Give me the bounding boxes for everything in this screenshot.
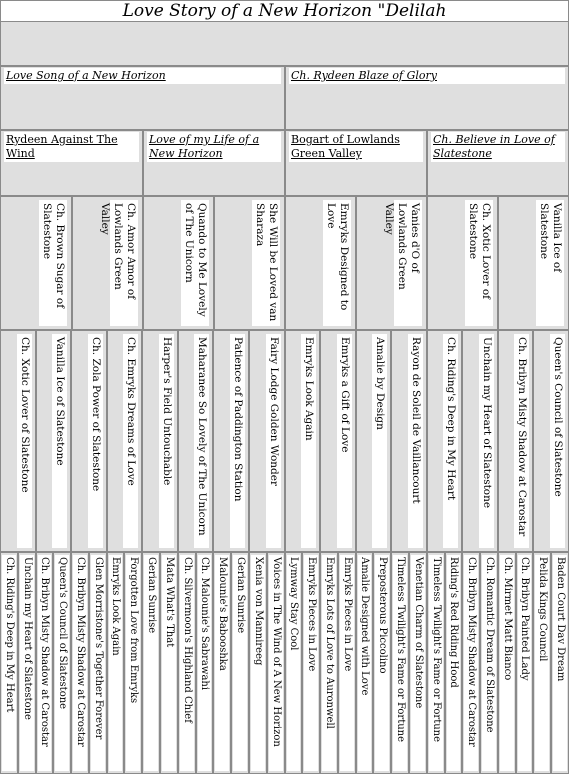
gg-grandparent-cell (320, 330, 356, 552)
ggg-grandparent-cell (391, 552, 409, 774)
great-grandparent-cell (214, 196, 285, 330)
gg-grandparent-cell (391, 330, 427, 552)
grandparent-cell (427, 130, 569, 196)
ancestor-name: Glen Morristone's Together Forever (91, 555, 105, 771)
grandparent-cell (0, 130, 143, 196)
ancestor-name: Emryks Lots of Love to Auronwell (322, 555, 336, 771)
ggg-grandparent-cell (36, 552, 53, 774)
ancestor-name: Gerian Sunrise (233, 555, 247, 771)
subject-cell (0, 0, 569, 66)
ancestor-name: Love of my Life of a New Horizon (147, 132, 281, 162)
ancestor-name: Unchain my Heart of Slatestone (20, 555, 34, 771)
ggg-grandparent-cell (338, 552, 356, 774)
ancestor-name: Emryks Look Again (109, 555, 122, 771)
ggg-grandparent-cell (196, 552, 213, 774)
great-grandparent-cell (72, 196, 143, 330)
gg-grandparent-cell (178, 330, 213, 552)
ancestor-name: Emryks a Gift of Love (337, 334, 352, 548)
ancestor-name: Riding's Red Riding Hood (447, 555, 460, 771)
ancestor-name: Fairy Lodge Golden Wonder (266, 334, 281, 548)
ancestor-name: Ch. Believe in Love of Slatestone (431, 132, 565, 162)
ancestor-name: Rayon de Soleil de Vaillancourt (408, 334, 423, 548)
ancestor-name: Ch. Xotic Lover of Slatestone (17, 334, 32, 548)
gg-grandparent-cell (36, 330, 71, 552)
ggg-grandparent-cell (462, 552, 480, 774)
ggg-grandparent-cell (124, 552, 142, 774)
ancestor-name: Malounie's Babooshka (215, 555, 229, 771)
gg-grandparent-cell (427, 330, 462, 552)
ancestor-name: Ch. Bribyn Misty Shadow at Carostar (514, 334, 529, 548)
ggg-grandparent-cell (285, 552, 302, 774)
ancestor-name: Lymway Stay Cool (287, 555, 300, 771)
ancestor-name: Bogart of Lowlands Green Valley (289, 132, 423, 162)
ggg-grandparent-cell (302, 552, 320, 774)
ancestor-name: Xenia von Mannireeg (251, 555, 265, 771)
ancestor-name: Forgotten Love from Emryks (126, 555, 140, 771)
ancestor-name: Timeless Twilight's Fame or Fortune (393, 555, 407, 771)
ggg-grandparent-cell (267, 552, 285, 774)
ggg-grandparent-cell (107, 552, 124, 774)
ancestor-name: Unchain my Heart of Slatestone (479, 334, 494, 548)
grandparent-cell (143, 130, 285, 196)
ggg-grandparent-cell (409, 552, 427, 774)
great-grandparent-cell (427, 196, 498, 330)
ancestor-name: Mata What's That (162, 555, 176, 771)
ancestor-name: Ch. Mirmet Matt Bianco (500, 555, 514, 771)
ancestor-name: Queen's Council of Slatestone (55, 555, 69, 771)
ancestor-name: Emryks Look Again (301, 334, 316, 548)
ancestor-name: Maharanee So Lovely of The Unicorn (194, 334, 209, 548)
ancestor-name: Love Song of a New Horizon (4, 68, 281, 84)
page-title: Love Story of a New Horizon "Delilah (1, 1, 568, 22)
ancestor-name: Ch. Bribyn Misty Shadow at Carostar (464, 555, 478, 771)
ancestor-name: Gerian Sunrise (144, 555, 158, 771)
ggg-grandparent-cell (178, 552, 196, 774)
ggg-grandparent-cell (445, 552, 462, 774)
ggg-grandparent-cell (231, 552, 249, 774)
ggg-grandparent-cell (89, 552, 107, 774)
grandparent-cell (285, 130, 427, 196)
ancestor-name: Harper's Field Untouchable (159, 334, 174, 548)
ancestor-name: Emryks Pieces in Love (340, 555, 354, 771)
ancestor-name: Venetian Charm of Slatestone (411, 555, 425, 771)
ancestor-name: Vanilla Ice of Slatestone (536, 200, 564, 326)
ggg-grandparent-cell (516, 552, 533, 774)
ancestor-name: Timeless Twilight's Fame or Fortune (429, 555, 443, 771)
ggg-grandparent-cell (480, 552, 498, 774)
ancestor-name: Ch. Riding's Deep in My Heart (2, 555, 16, 771)
great-grandparent-cell (498, 196, 569, 330)
ancestor-name: Quando to Me Lovely of The Unicorn (181, 200, 209, 326)
gg-grandparent-cell (356, 330, 391, 552)
great-grandparent-cell (143, 196, 214, 330)
ggg-grandparent-cell (213, 552, 231, 774)
ancestor-name: Rydeen Against The Wind (4, 132, 139, 162)
dam-cell (285, 66, 569, 130)
ancestor-name: Voices in The Wind of A New Horizon (269, 555, 283, 771)
ggg-grandparent-cell (498, 552, 516, 774)
ancestor-name: Ch. Emryks Dreams of Love (123, 334, 138, 548)
ancestor-name: Ch. Rydeen Blaze of Glory (289, 68, 565, 84)
great-grandparent-cell (285, 196, 356, 330)
ggg-grandparent-cell (18, 552, 36, 774)
ancestor-name: She Will be Loved van Sharaza (252, 200, 280, 326)
ancestor-name: Vanilla Ice of Slatestone (52, 334, 67, 548)
ggg-grandparent-cell (551, 552, 569, 774)
gg-grandparent-cell (107, 330, 142, 552)
ancestor-name: Ch. Zola Power of Slatestone (88, 334, 103, 548)
ancestor-name: Pelida Kings Council (535, 555, 549, 771)
gg-grandparent-cell (533, 330, 569, 552)
ggg-grandparent-cell (0, 552, 18, 774)
ancestor-name: Amalie Designed with Love (358, 555, 371, 771)
great-grandparent-cell (356, 196, 427, 330)
ancestor-name: Preposterous Piccolino (375, 555, 389, 771)
ancestor-name: Ch. Bribyn Misty Shadow at Carostar (38, 555, 51, 771)
ggg-grandparent-cell (71, 552, 89, 774)
ggg-grandparent-cell (249, 552, 267, 774)
gg-grandparent-cell (0, 330, 36, 552)
ancestor-name: Ch. Riding's Deep in My Heart (443, 334, 458, 548)
ggg-grandparent-cell (356, 552, 373, 774)
great-grandparent-cell (0, 196, 72, 330)
ggg-grandparent-cell (53, 552, 71, 774)
ancestor-name: Vanies d'O of Lowlands Green Valley (394, 200, 422, 326)
ggg-grandparent-cell (533, 552, 551, 774)
ancestor-name: Ch. Malounie's Sabrawahi (198, 555, 211, 771)
ancestor-name: Ch. Romantic Dream of Slatestone (482, 555, 496, 771)
ggg-grandparent-cell (160, 552, 178, 774)
ancestor-name: Ch. Amor Amor of Lowlands Green Valley (110, 200, 138, 326)
sire-cell (0, 66, 285, 130)
ancestor-name: Ch. Bribyn Misty Shadow at Carostar (73, 555, 87, 771)
gg-grandparent-cell (285, 330, 320, 552)
ancestor-name: Patience of Paddington Station (230, 334, 245, 548)
gg-grandparent-cell (498, 330, 533, 552)
ancestor-name: Ch. Xotic Lover of Slatestone (465, 200, 493, 326)
ancestor-name: Ch. Brown Sugar of Slatestone (39, 200, 67, 326)
ggg-grandparent-cell (373, 552, 391, 774)
gg-grandparent-cell (142, 330, 178, 552)
gg-grandparent-cell (71, 330, 107, 552)
ggg-grandparent-cell (142, 552, 160, 774)
gg-grandparent-cell (249, 330, 285, 552)
ancestor-name: Baden Court Dav Dream (553, 555, 567, 771)
ancestor-name: Emryks Pieces in Love (304, 555, 318, 771)
ancestor-name: Queen's Council of Slatestone (550, 334, 565, 548)
ancestor-name: Amalie by Design (372, 334, 387, 548)
ggg-grandparent-cell (427, 552, 445, 774)
ancestor-name: Ch. Silvermoon's Highland Chief (180, 555, 194, 771)
ggg-grandparent-cell (320, 552, 338, 774)
ancestor-name: Emryks Designed to Love (323, 200, 351, 326)
gg-grandparent-cell (462, 330, 498, 552)
gg-grandparent-cell (213, 330, 249, 552)
ancestor-name: Ch. Bribyn Painted Lady (518, 555, 531, 771)
